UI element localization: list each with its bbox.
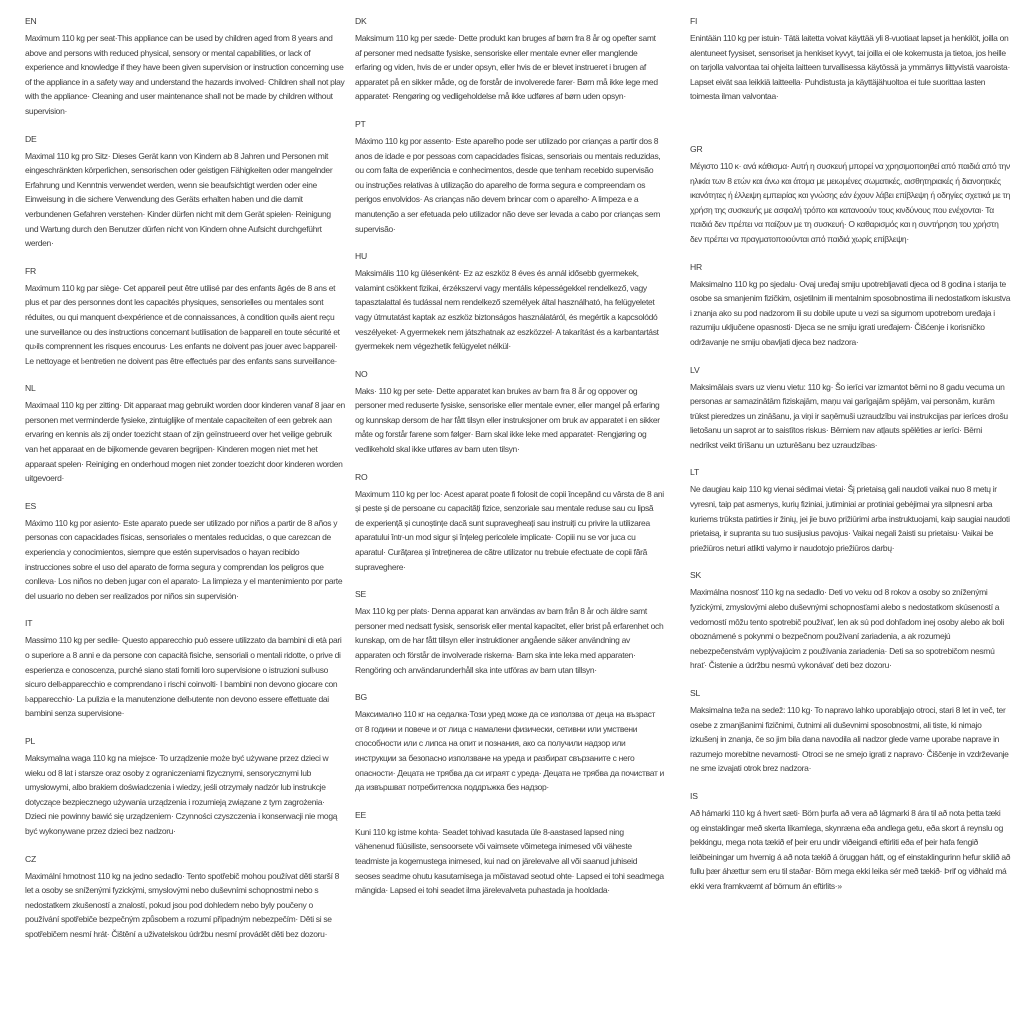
language-code-label: SL <box>690 688 701 698</box>
language-section-no <box>355 367 664 457</box>
language-section-de <box>25 132 346 251</box>
language-code-label: LT <box>690 467 699 478</box>
language-code-label: PT <box>355 118 366 129</box>
safety-text: Massimo 110 kg per sedile· Questo apparecchio può essere utilizzato da bambini di età pari o superiore a 8 anni e da persone con capacità fisiche, sensoriali o mentali ridotte, o prive di esperienza e conoscenza, purché siano stati forniti loro supervisione o istruzioni sull›uso sicuro dell›apparecchio e comprendano i rischi coinvolti· I bambini non devono giocare con l›apparecchio· La pulizia e la manutenzione dell›utente non devono essere effettuate dai bambini senza supervisione· <box>25 635 342 719</box>
language-code-label: EE <box>355 809 367 820</box>
language-section-pt <box>355 117 664 236</box>
language-section-gr <box>690 142 1011 247</box>
language-code-label: GR <box>690 143 703 154</box>
language-code-label: NO <box>355 368 368 379</box>
language-section-fr <box>25 264 346 369</box>
safety-text: Maximálna nosnosť 110 kg na sedadlo· Deti vo veku od 8 rokov a osoby so zníženými fyzickými, zmyslovými alebo duševnými schopnosťami alebo s nedostatkom skúseností a vedomostí môžu tento spotrebič používať, len ak sú pod dohľadom inej osoby alebo ak boli oboznámené s pokynmi o bezpečnom používaní zariadenia, a ak rozumejú nebezpečenstvám vyplývajúcim z používania zariadenia· Deti sa so spotrebičom nesmú hrať· Čistenie a údržbu nesmú vykonávať deti bez dozoru· <box>690 587 1004 671</box>
language-section-lv <box>690 363 1011 453</box>
language-code-label: HU <box>355 251 368 262</box>
language-section-ro <box>355 470 664 575</box>
safety-text: Máximo 110 kg por asiento· Este aparato puede ser utilizado por niños a partir de 8 años y personas con capacidades físicas, sensoriales o mentales reducidas, o que carezcan de experiencia y conocimientos, siempre que estén supervisados o hayan recibido instrucciones sobre el uso del aparato de forma segura y comprendan los peligros que conlleva· Los niños no deben jugar con el aparato· La limpieza y el mantenimiento por parte del usuario no deben ser realizados por niños sin supervisión· <box>25 517 343 601</box>
language-code-label: DK <box>355 16 367 26</box>
language-code-label: BG <box>355 692 368 703</box>
column-1 <box>25 14 346 942</box>
language-code-label: SE <box>355 589 367 600</box>
language-section-cz <box>25 852 346 942</box>
safety-text: Maximální hmotnost 110 kg na jedno sedadlo· Tento spotřebič mohou používat děti starší 8 let a osoby se sníženými fyzickými, smyslovými nebo duševními schopnostmi nebo s nedostatkem zkušeností a znalostí, pokud jsou pod dohledem nebo byly poučeny o používání spotřebiče bezpečným způsobem a rozumí případným nebezpečím· Děti si se spotřebičem nesmí hrát· Čištění a uživatelskou údržbu nesmí provádět děti bez dozoru· <box>25 870 340 939</box>
safety-text: Maksymalna waga 110 kg na miejsce· To urządzenie może być używane przez dzieci w wieku od 8 lat i starsze oraz osoby z ograniczeniami fizycznymi, sensorycznymi lub umysłowymi, albo brakiem doświadczenia i wiedzy, jeśli otrzymały nadzór lub instrukcje dotyczące bezpiecznego używania urządzenia i rozumieją związane z tym zagrożenia· Dzieci nie powinny bawić się urządzeniem· Czynności czyszczenia i konserwacji nie mogą być wykonywane przez dzieci bez nadzoru· <box>25 752 338 836</box>
language-section-fi <box>690 14 1011 104</box>
language-code-label: IT <box>25 618 33 629</box>
safety-text: Maksimum 110 kg per sæde· Dette produkt kan bruges af børn fra 8 år og opefter samt af personer med nedsatte fysiske, sensoriske eller mentale evner eller manglende erfaring og viden, hvis de er under opsyn, eller hvis de er blevet instrueret i brugen af apparatet på en sikker måde, og de forstår de involverede farer· Børn må ikke lege med apparatet· Rengøring og vedligeholdelse må ikke udføres af børn uden opsyn· <box>355 33 658 102</box>
safety-text: Kuni 110 kg istme kohta· Seadet tohivad kasutada üle 8-aastased lapsed ning vähenenud füüsiliste, sensoorsete või vaimsete võimetega inimesed või väheste teadmiste ja kogemustega inimesed, kui nad on järelevalve all või saanud juhiseid seoses seadme ohutu kasutamisega ja mõistavad seotud ohte· Lapsed ei tohi seadmega mängida· Lapsed ei tohi seadet ilma järelevalveta puhastada ja hooldada· <box>355 826 664 896</box>
language-code-label: FR <box>25 265 37 276</box>
safety-text: Максимално 110 кг на седалка·Този уред може да се използва от деца на възраст от 8 години и повече и от лица с намалени физически, сетивни или умствени способности или с липса на опит и познания, ако са получили надзор или инструкции за безопасно използване на уреда и разбират свързаните с него опасности· Децата не трябва да си играят с уреда· Децата не трябва да почистват и да извършват потребителска поддръжка без надзор· <box>355 709 664 793</box>
safety-text: Max 110 kg per plats· Denna apparat kan användas av barn från 8 år och äldre samt personer med nedsatt fysisk, sensorisk eller mental kapacitet, eller brist på erfarenhet och kunskap, om de har fått tillsyn eller instruktioner angående säker användning av apparaten och förstår de involverade riskerna· Barn ska inte leka med apparaten· Rengöring och användarunderhåll ska inte utföras av barn utan tillsyn· <box>355 606 664 675</box>
safety-text: Maximal 110 kg pro Sitz· Dieses Gerät kann von Kindern ab 8 Jahren und Personen mit eingeschränkten körperlichen, sensorischen oder geistigen Fähigkeiten oder mangelnder Erfahrung und Kenntnis verwendet werden, wenn sie beaufsichtigt werden oder eine Einweisung in die sichere Verwendung des Geräts erhalten haben und die damit verbundenen Gefahren verstehen· Kinder dürfen nicht mit dem Gerät spielen· Reinigung und Wartung durch den Benutzer dürfen nicht von Kindern ohne Aufsicht durchgeführt werden· <box>25 150 333 249</box>
language-section-dk <box>355 14 664 104</box>
language-section-pl <box>25 734 346 839</box>
safety-text: Maximaal 110 kg per zitting· Dit apparaat mag gebruikt worden door kinderen vanaf 8 jaar en personen met verminderde fysieke, zintuiglijke of mentale capaciteiten of een gebrek aan ervaring en kennis als zij onder toezicht staan of zijn geïnstrueerd over het veilige gebruik van het apparaat en de bijkomende gevaren begrijpen· Kinderen mogen niet met het apparaat spelen· Reiniging en onderhoud mogen niet zonder toezicht door kinderen worden uitgevoerd· <box>25 400 345 484</box>
safety-text: Ne daugiau kaip 110 kg vienai sėdimai vietai· Šį prietaisą gali naudoti vaikai nuo 8 metų ir vyresni, taip pat asmenys, kurių fiziniai, jutiminiai ar protiniai gebėjimai yra silpnesni arba kuriems trūksta patirties ir žinių, jei jie buvo prižiūrimi arba instruktuojami, kaip saugiai naudoti prietaisą, ir supranta su tuo susijusius pavojus· Vaikai negali žaisti su prietaisu· Vaikai be priežiūros neturi atlikti valymo ir naudotojo priežiūros darbų· <box>690 484 1010 553</box>
language-section-hr <box>690 260 1011 350</box>
language-section-it <box>25 616 346 721</box>
column-2 <box>355 14 664 942</box>
safety-text: Að hámarki 110 kg á hvert sæti· Börn þurfa að vera að lágmarki 8 ára til að nota þetta tæki og einstaklingar með skerta líkamlega, skynræna eða andlega getu, eða skort á reynslu og þekkingu, mega nota tækið ef þeir eru undir viðeigandi eftirliti eða ef þeir hafa fengið leiðbeiningar um hvernig á að nota tækið á öruggan hátt, og ef einstaklingurinn hefur skilið að fullu þær áhættur sem eru til staðar· Börn mega ekki leika sér með tækið· Þrif og viðhald má ekki vera framkvæmt af börnum án eftirlits·» <box>690 807 1011 891</box>
safety-text: Maximum 110 kg per seat·This appliance can be used by children aged from 8 years and above and persons with reduced physical, sensory or mental capabilities, or lack of experience and knowledge if they have been given supervision or instruction concerning use of the appliance in a safety way and understand the hazards involved· Children shall not play with the appliance· Cleaning and user maintenance shall not be made by children without supervision· <box>25 33 345 116</box>
language-section-lt <box>690 465 1011 555</box>
language-code-label: IS <box>690 790 698 801</box>
language-code-label: HR <box>690 261 703 272</box>
safety-text: Maks· 110 kg per sete· Dette apparatet kan brukes av barn fra 8 år og oppover og personer med reduserte fysiske, sensoriske eller mentale evner, eller mangel på erfaring og kunnskap dersom de har fått tilsyn eller instruksjoner om bruk av apparatet i en sikker måte og forstår farene som følger· Barn skal ikke leke med apparatet· Rengjøring og vedlikehold skal ikke utføres av barn uten tilsyn· <box>355 385 660 455</box>
language-code-label: FI <box>690 16 698 26</box>
safety-text: Maksimalna teža na sedež: 110 kg· To napravo lahko uporabljajo otroci, stari 8 let in več, ter osebe z zmanjšanimi fizičnimi, čutnimi ali duševnimi sposobnostmi, ali tiste, ki nimajo izkušenj in znanja, če so jim bila dana navodila ali nadzor glede varne uporabe naprave in razumejo morebitne nevarnosti· Otroci se ne smejo igrati z napravo· Čiščenje in vzdrževanje ne sme izvajati otrok brez nadzora· <box>690 705 1009 774</box>
language-code-label: CZ <box>25 853 37 864</box>
language-code-label: NL <box>25 383 36 394</box>
language-code-label: DE <box>25 133 37 144</box>
language-section-se <box>355 587 664 677</box>
column-3 <box>690 14 1011 942</box>
language-section-bg <box>355 690 664 795</box>
language-section-es <box>25 499 346 604</box>
language-section-en <box>25 14 346 119</box>
language-code-label: PL <box>25 735 36 746</box>
language-section-ee <box>355 808 664 898</box>
safety-text: Maximum 110 kg per loc· Acest aparat poate fi folosit de copii începând cu vârsta de 8 ani și peste și de persoane cu capacități fizice, senzoriale sau mentale reduse sau cu lipsă de experiență și cunoștințe dacă sunt supravegheați sau instruiți cu privire la utilizarea aparatului într-un mod sigur și înțeleg pericolele implicate· Copiii nu se vor juca cu aparatul· Curățarea și întreținerea de către utilizator nu trebuie efectuate de copii fără supraveghere· <box>355 488 664 572</box>
language-section-sk <box>690 568 1011 673</box>
language-code-label: EN <box>25 16 37 26</box>
language-section-sl <box>690 686 1011 776</box>
safety-text: Maksimālais svars uz vienu vietu: 110 kg· Šo ierīci var izmantot bērni no 8 gadu vecuma un personas ar samazinātām fiziskajām, maņu vai garīgajām spējām, vai personām, kurām trūkst pieredzes un zināšanu, ja viņi ir saņēmuši uzraudzību vai instrukcijas par ierīces drošu lietošanu un saprot ar to saistītos riskus· Bērniem nav atļauts spēlēties ar ierīci· Bērni nedrīkst veikt tīrīšanu un uzturēšanu bez uzraudzības· <box>690 381 1008 450</box>
language-section-hu <box>355 249 664 354</box>
language-section-is <box>690 789 1011 894</box>
language-section-nl <box>25 381 346 486</box>
safety-text: Μέγιστο 110 κ· ανά κάθισμα· Αυτή η συσκευή μπορεί να χρησιμοποιηθεί από παιδιά από την ηλικία των 8 ετών και άνω και άτομα με μειωμένες σωματικές, αισθητηριακές ή διανοητικές ικανότητες ή έλλειψη εμπειρίας και γνώσης εάν έχουν λάβει επίβλεψη ή οδηγίες σχετικά με τη χρήση της συσκευής με ασφαλή τρόπο και κατανοούν τους κινδύνους που ενέχονται· Τα παιδιά δεν πρέπει να παίζουν με τη συσκευή· Ο καθαρισμός και η συντήρηση του χρήστη δεν πρέπει να πραγματοποιούνται από παιδιά χωρίς επίβλεψη· <box>690 160 1010 244</box>
language-code-label: RO <box>355 471 368 482</box>
language-code-label: ES <box>25 500 37 511</box>
language-code-label: SK <box>690 570 702 581</box>
safety-text: Maximum 110 kg par siège· Cet appareil peut être utilisé par des enfants âgés de 8 ans et plus et par des personnes dont les capacités physiques, sensorielles ou mentales sont réduites, ou qui manquent d›expérience et de connaissances, à condition qu›ils aient reçu une surveillance ou des instructions concernant l›utilisation de l›appareil en toute sécurité et qu›ils comprennent les risques encourus· Les enfants ne doivent pas jouer avec l›appareil· Le nettoyage et l›entretien ne doivent pas être effectués par des enfants sans surveillance· <box>25 282 340 366</box>
safety-text: Maksimalno 110 kg po sjedalu· Ovaj uređaj smiju upotrebljavati djeca od 8 godina i starija te osobe sa smanjenim fizičkim, osjetilnim ili mentalnim sposobnostima ili nedostatkom iskustva i znanja ako su pod nadzorom ili su dobile upute u vezi sa sigurnom upotrebom uređaja i razumiju uključene opasnosti· Djeca se ne smiju igrati uređajem· Čišćenje i korisničko održavanje ne smiju obavljati djeca bez nadzora· <box>690 278 1011 347</box>
safety-text: Máximo 110 kg por assento· Este aparelho pode ser utilizado por crianças a partir dos 8 anos de idade e por pessoas com capacidades físicas, sensoriais ou mentais reduzidas, ou com falta de experiência e conhecimentos, desde que tenham recebido supervisão ou instruções relativas à utilização do aparelho de forma segura e compreendam os perigos envolvidos· As crianças não devem brincar com o aparelho· A limpeza e a manutenção a ser efetuada pelo utilizador não deve ser levada a cabo por crianças sem supervisão· <box>355 135 661 234</box>
safety-text: Enintään 110 kg per istuin· Tätä laitetta voivat käyttää yli 8-vuotiaat lapset ja henkilöt, joilla on alentuneet fyysiset, sensoriset ja henkiset kyvyt, tai joilla ei ole kokemusta ja tietoa, jos heille on tarjolla valvontaa tai ohjeita laitteen turvallisessa käytössä ja ymmärrys liittyvistä vaaroista· Lapset eivät saa leikkiä laitteella· Puhdistusta ja käyttäjähuoltoa ei tule suorittaa lasten toimesta ilman valvontaa· <box>690 33 1010 102</box>
safety-text: Maksimális 110 kg ülésenként· Ez az eszköz 8 éves és annál idősebb gyermekek, valamint csökkent fizikai, érzékszervi vagy mentális képességekkel rendelkező, vagy tapasztalattal és tudással nem rendelkező személyek által használható, ha felügyeletet vagy útmutatást kaptak az eszköz biztonságos használatáról, és megértik a kapcsolódó veszélyeket· A gyermekek nem játszhatnak az eszközzel· A takarítást és a karbantartást gyermekek nem végezhetik felügyelet nélkül· <box>355 268 659 352</box>
language-code-label: LV <box>690 364 700 375</box>
